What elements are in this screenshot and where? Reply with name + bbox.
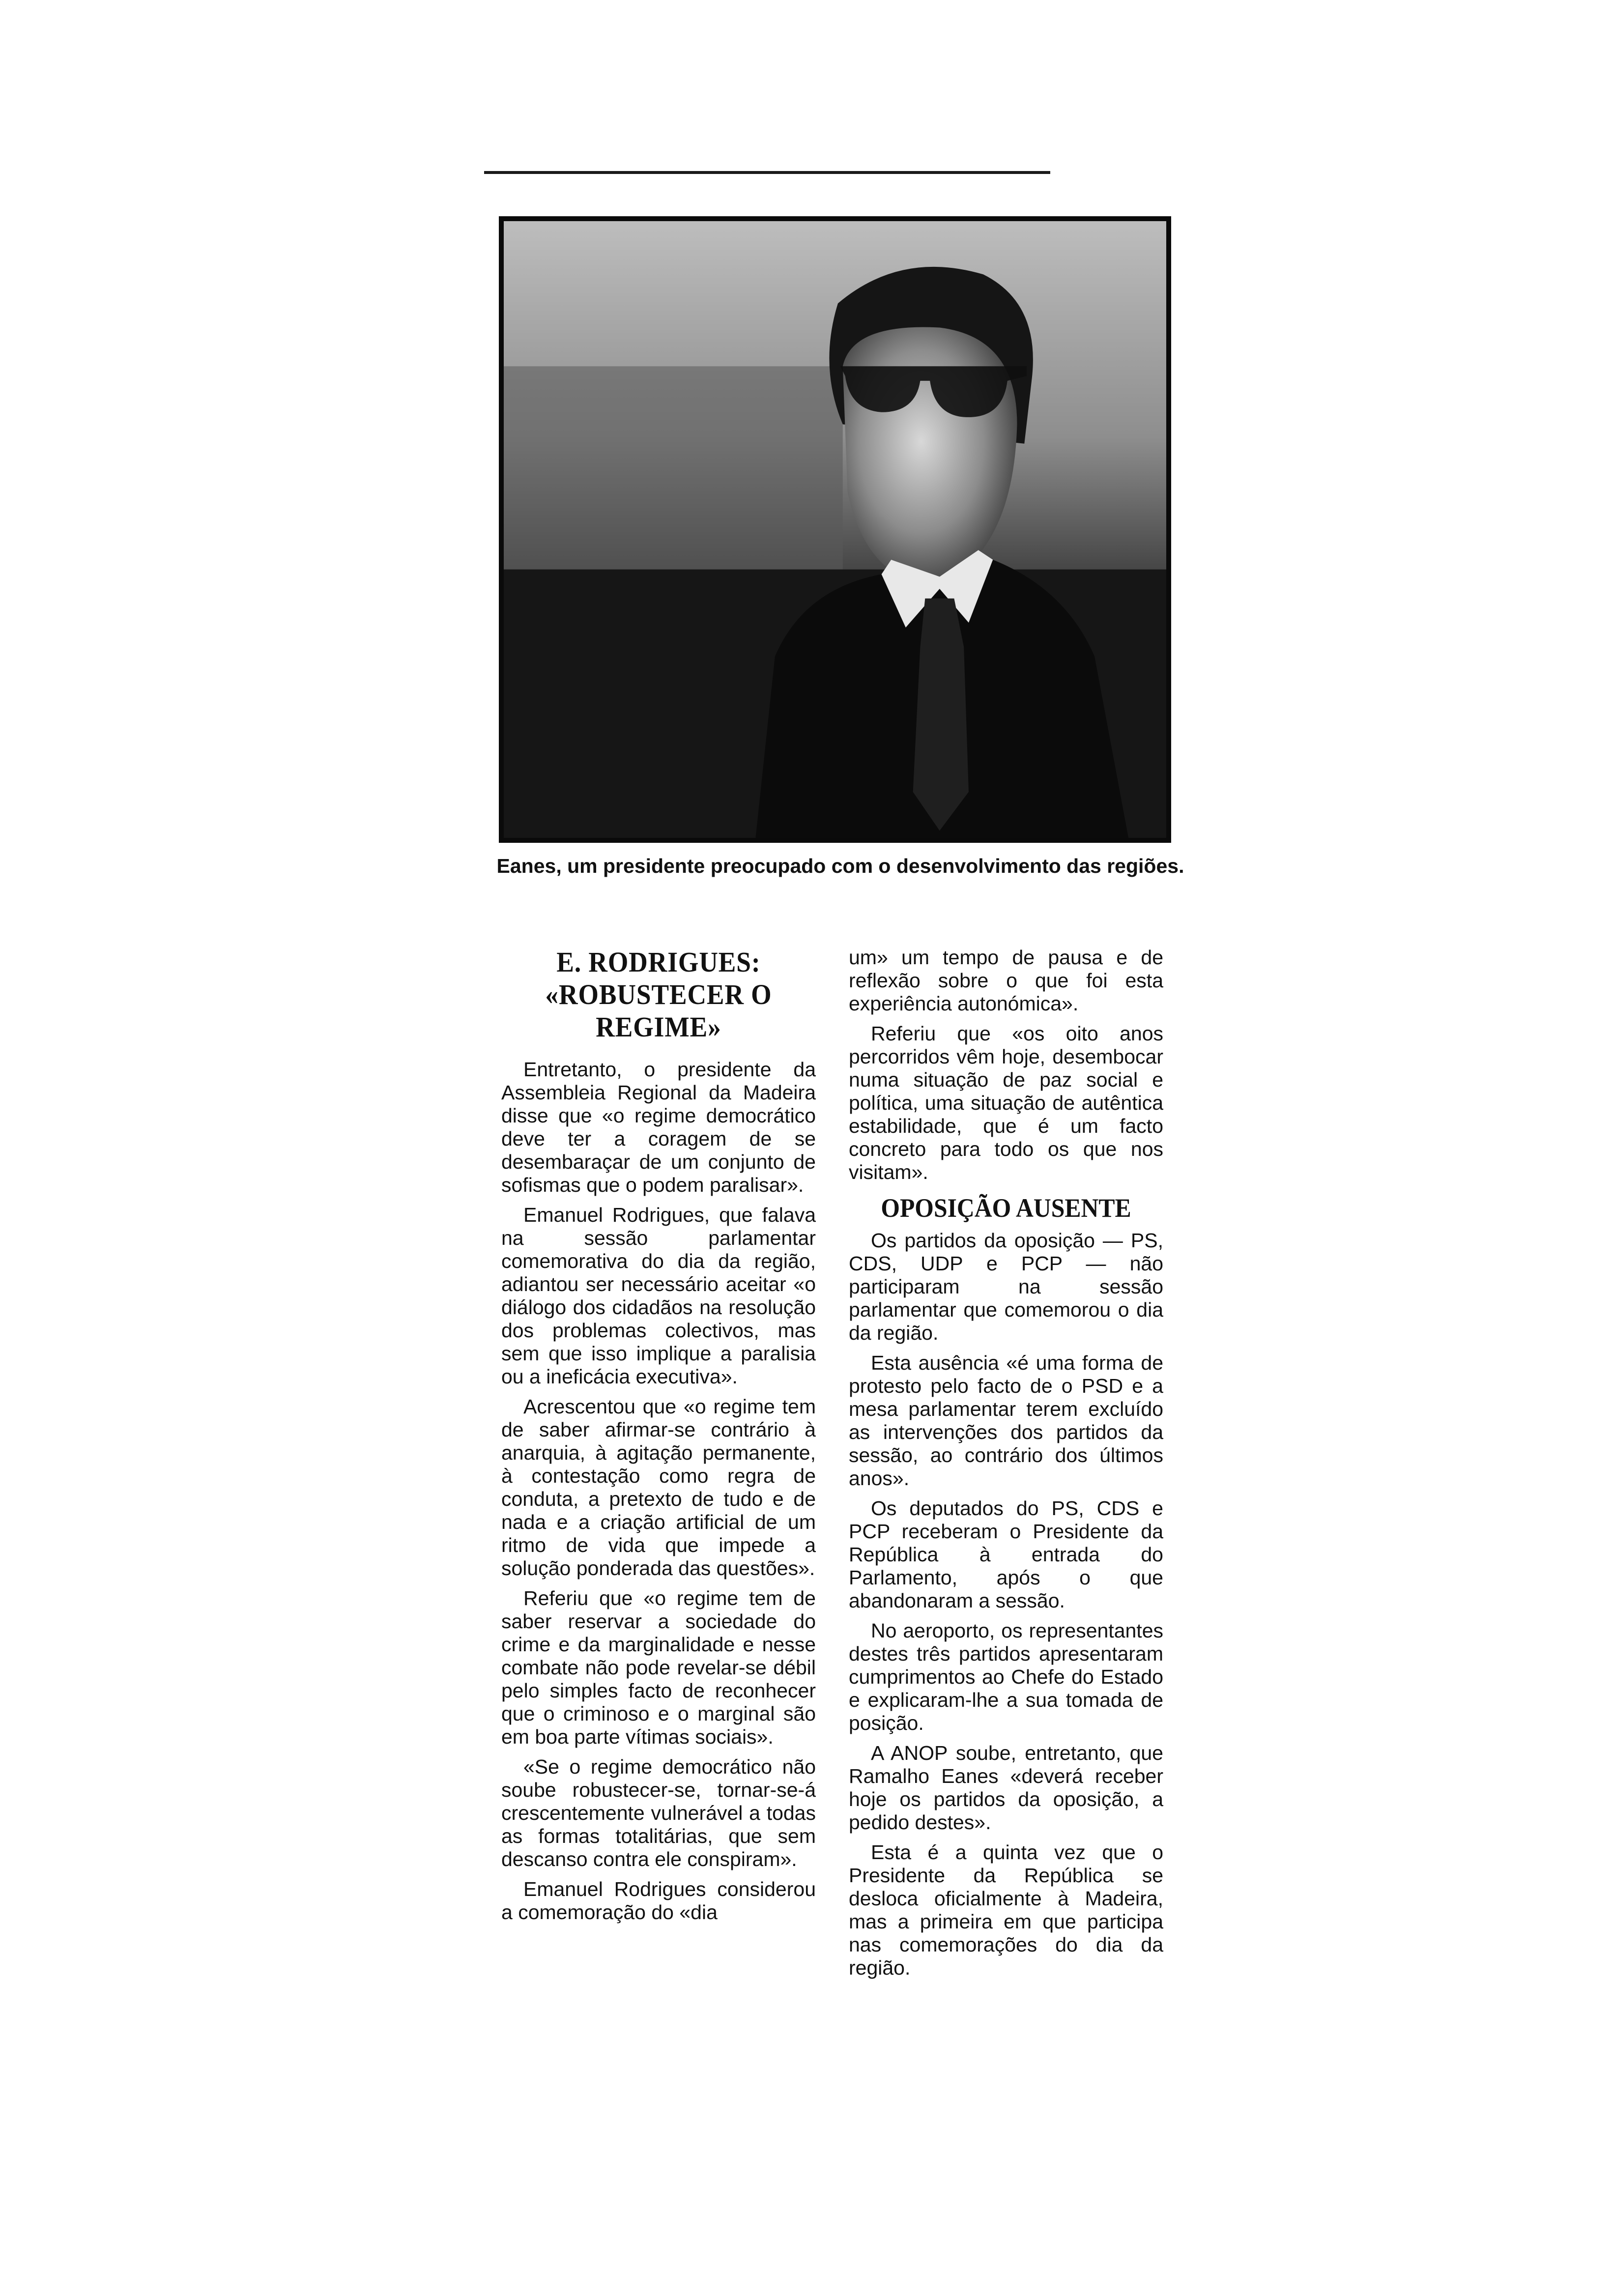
- top-rule: [484, 171, 1050, 174]
- paragraph: Esta é a quinta vez que o Presidente da República se desloca oficialmente à Madeira, mas a primeira em que participa nas comemorações do dia da região.: [849, 1841, 1163, 1979]
- paragraph: Acrescentou que «o regime tem de saber afirmar-se contrário à anarquia, à agitação permanente, à contestação como regra de conduta, a pretexto de tudo e de nada e a criação artificial de um ritmo de vida que impede a solução ponderada das questões».: [501, 1395, 816, 1579]
- article-headline: [514, 946, 804, 1043]
- portrait-icon: [504, 221, 1166, 838]
- paragraph: Emanuel Rodrigues considerou a comemoração do «dia: [501, 1878, 816, 1923]
- paragraph: Referiu que «os oito anos percorridos vêm hoje, desembocar numa situação de paz social e política, uma situação de autêntica estabilidade, que é um facto concreto para todo os que nos visitam».: [849, 1022, 1163, 1183]
- headline-line-2: «ROBUSTECER O REGIME»: [545, 978, 772, 1043]
- paragraph: Esta ausência «é uma forma de protesto pelo facto de o PSD e a mesa parlamentar terem excluído as intervenções dos partidos da sessão, ao contrário dos últimos anos».: [849, 1351, 1163, 1490]
- paragraph: Emanuel Rodrigues, que falava na sessão parlamentar comemorativa do dia da região, adiantou ser necessário aceitar «o diálogo dos cidadãos na resolução dos problemas colectivos, mas sem que isso implique a paralisia ou a ineficácia executiva».: [501, 1204, 816, 1388]
- portrait-photo: [499, 216, 1171, 843]
- section-subhead: OPOSIÇÃO AUSENTE: [881, 1193, 1131, 1223]
- paragraph: Entretanto, o presidente da Assembleia Regional da Madeira disse que «o regime democrático deve ter a coragem de se desembaraçar de um conjunto de sofismas que o podem paralisar».: [501, 1058, 816, 1196]
- article-column-right: [849, 946, 1163, 1980]
- photo-caption: Eanes, um presidente preocupado com o desenvolvimento das regiões.: [496, 855, 1184, 877]
- paragraph: Os partidos da oposição — PS, CDS, UDP e PCP — não participaram na sessão parlamentar que comemorou o dia da região.: [849, 1229, 1163, 1344]
- paragraph: A ANOP soube, entretanto, que Ramalho Eanes «deverá receber hoje os partidos da oposição, a pedido destes».: [849, 1742, 1163, 1834]
- paragraph: «Se o regime democrático não soube robustecer-se, tornar-se-á crescentemente vulnerável a todas as formas totalitárias, que sem descanso contra ele conspiram».: [501, 1755, 816, 1870]
- paragraph: No aeroporto, os representantes destes três partidos apresentaram cumprimentos ao Chefe do Estado e explicaram-lhe a sua tomada de posição.: [849, 1619, 1163, 1734]
- article-column-left: [501, 946, 816, 1924]
- headline-line-1: E. RODRIGUES:: [556, 946, 761, 978]
- paragraph: Os deputados do PS, CDS e PCP receberam o Presidente da República à entrada do Parlamento, após o que abandonaram a sessão.: [849, 1497, 1163, 1612]
- paragraph: um» um tempo de pausa e de reflexão sobre o que foi esta experiência autonómica».: [849, 946, 1163, 1015]
- paragraph: Referiu que «o regime tem de saber reservar a sociedade do crime e da marginalidade e nesse combate não pode revelar-se débil pelo simples facto de reconhecer que o criminoso e o marginal são em boa parte vítimas sociais».: [501, 1587, 816, 1748]
